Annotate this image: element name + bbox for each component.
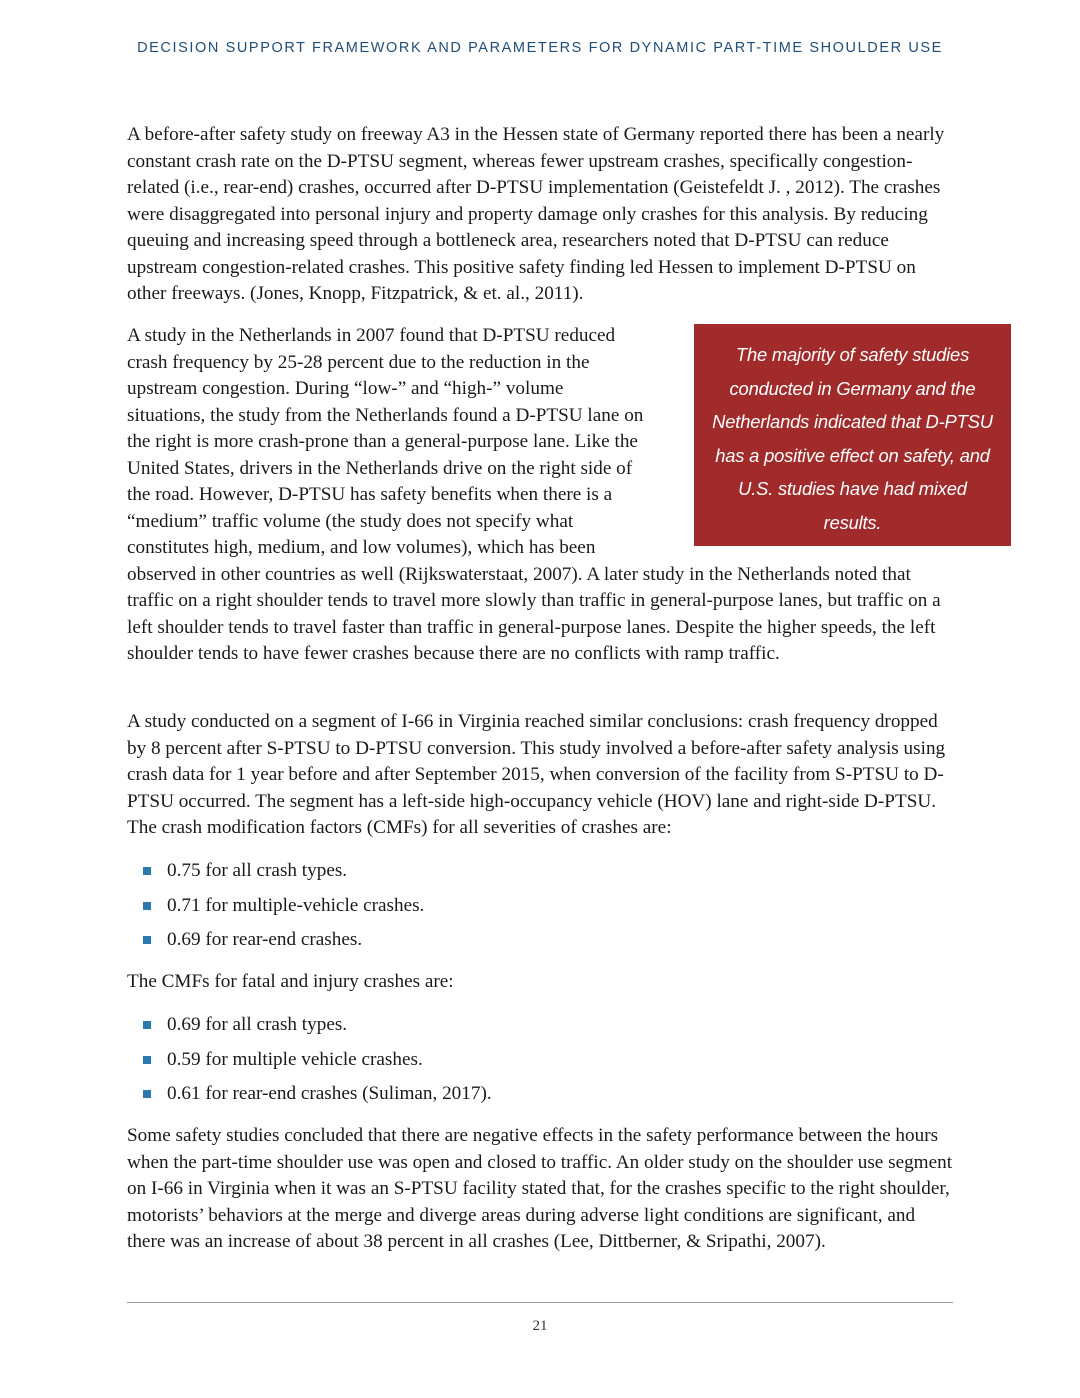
square-bullet-icon	[143, 1056, 151, 1064]
square-bullet-icon	[143, 1021, 151, 1029]
list-item-text: 0.69 for all crash types.	[167, 1014, 348, 1035]
paragraph-negative-effects	[127, 1123, 955, 1256]
paragraph-text: Some safety studies concluded that there are negative effects in the safety performance between the hours when the part-time shoulder use was open and closed to traffic. An older study on the shoulder use segment on I-66 in Virginia when it was an S-PTSU facility stated that, for the crashes specific to the right shoulder, motorists’ behaviors at the merge and diverge areas during adverse light conditions are significant, and there was an increase of about 38 percent in all crashes (Lee, Dittberner, & Sripathi, 2007).	[127, 1125, 953, 1252]
list-item	[143, 1081, 943, 1116]
callout-box: The majority of safety studies conducted in Germany and the Netherlands indicated that D-PTSU has a positive effect on safety, and U.S. studies have had mixed results.	[694, 324, 1011, 546]
square-bullet-icon	[143, 867, 151, 875]
list-item	[143, 893, 943, 928]
list-item	[143, 927, 943, 962]
list-item	[143, 1012, 943, 1047]
paragraph-text: A study conducted on a segment of I-66 in Virginia reached similar conclusions: crash frequency dropped by 8 percent after S-PTSU to D-PTSU conversion. This study involved a before-after safety analysis using crash data for 1 year before and after September 2015, when conversion of the facility from S-PTSU to D-PTSU occurred. The segment has a left-side high-occupancy vehicle (HOV) lane and right-side D-PTSU. The crash modification factors (CMFs) for all severities of crashes are:	[127, 711, 946, 838]
list-item-text: 0.71 for multiple-vehicle crashes.	[167, 894, 425, 916]
list-item-text: 0.59 for multiple vehicle crashes.	[167, 1048, 423, 1070]
paragraph-text: A before-after safety study on freeway A3 in the Hessen state of Germany reported there has been a nearly constant crash rate on the D-PTSU segment, whereas fewer upstream crashes, specifically congestion-related (i.e., rear-end) crashes, occurred after D-PTSU implementation (Geistefeldt J. , 2012). The crashes were disaggregated into personal injury and property damage only crashes for this analysis. By reducing queuing and increasing speed through a bottleneck area, researchers noted that D-PTSU can reduce upstream congestion-related crashes. This positive safety finding led Hessen to implement D-PTSU on other freeways. (Jones, Knopp, Fitzpatrick, & et. al., 2011).	[127, 124, 945, 304]
square-bullet-icon	[143, 902, 151, 910]
square-bullet-icon	[143, 1090, 151, 1098]
paragraph-text: A study in the Netherlands in 2007 found that D-PTSU reduced crash frequency by 25-28 percent due to the reduction in the upstream congestion. During “low-” and “high-” volume situations, the study from the Netherlands found a D-PTSU lane on the right is more crash-prone than a general-purpose lane. Like the United States, drivers in the Netherlands drive on the right side of the road. However, D-PTSU has safety benefits when there is a “medium” traffic volume (the study does not specify what constitutes high, medium, and low volumes), which has been observed in other countries as well (Rijkswaterstaat, 2007). A later study in the Netherlands noted that traffic on a right shoulder tends to travel more slowly than traffic in general-purpose lanes, but traffic on a left shoulder tends to travel faster than traffic in general-purpose lanes. Despite the higher speeds, the left shoulder tends to have fewer crashes because there are no conflicts with ramp traffic.	[127, 325, 941, 664]
cmf-all-severities-list	[143, 858, 943, 962]
list-item	[143, 858, 943, 893]
paragraph-germany-study	[127, 122, 955, 308]
paragraph-virginia-study	[127, 709, 955, 842]
paragraph-cmf-fatal-intro	[127, 969, 955, 996]
list-item-text: 0.69 for rear-end crashes.	[167, 929, 363, 950]
list-item	[143, 1047, 943, 1082]
paragraph-text: The CMFs for fatal and injury crashes are:	[127, 971, 454, 992]
list-item-text: 0.61 for rear-end crashes (Suliman, 2017).	[167, 1083, 492, 1104]
list-item-text: 0.75 for all crash types.	[167, 860, 348, 881]
footer-divider	[127, 1302, 953, 1303]
running-header: DECISION SUPPORT FRAMEWORK AND PARAMETERS FOR DYNAMIC PART-TIME SHOULDER USE	[137, 40, 943, 56]
square-bullet-icon	[143, 936, 151, 944]
cmf-fatal-injury-list	[143, 1012, 943, 1116]
page-number: 21	[532, 1318, 548, 1334]
